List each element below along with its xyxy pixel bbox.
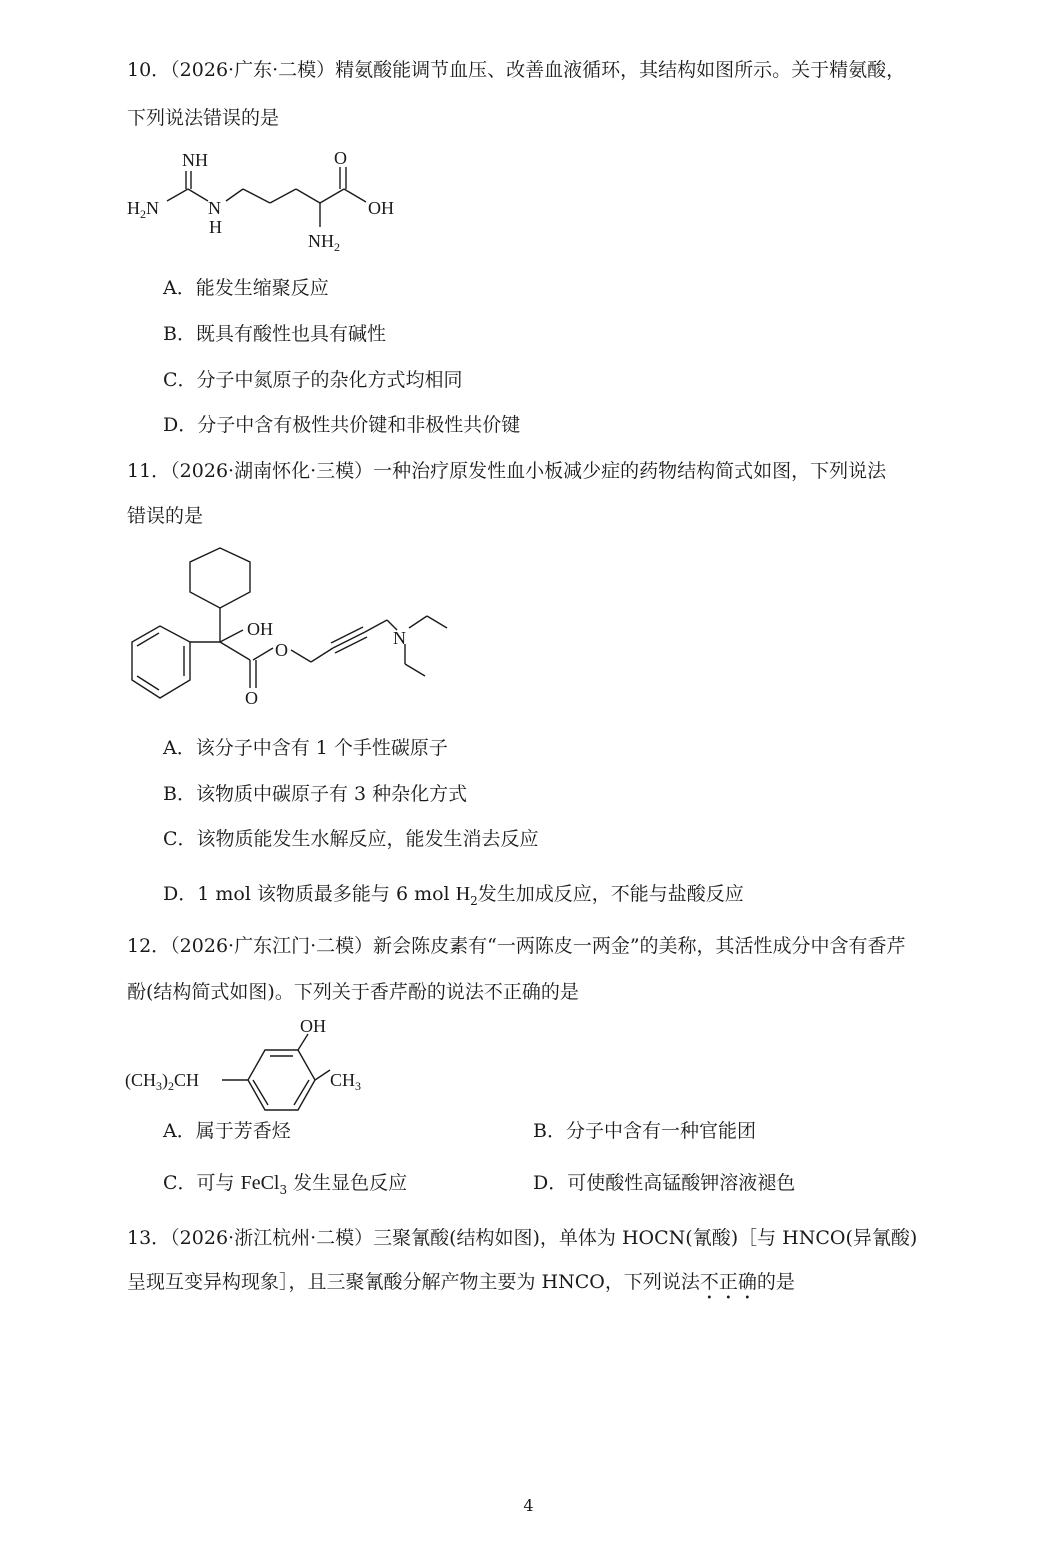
q10-stem-line1: 10．（2026·广东·二模）精氨酸能调节血压、改善血液循环，其结构如图所示。关于精氨酸， bbox=[127, 59, 906, 81]
q11-stem-line2: 错误的是 bbox=[127, 505, 204, 527]
q11-drug-structure bbox=[125, 540, 455, 720]
q10-option-d: D．分子中含有极性共价键和非极性共价键 bbox=[163, 414, 521, 436]
q10-label-oh: OH bbox=[368, 198, 394, 218]
svg-text:H2N: $H_2N$ bbox=[127, 198, 159, 221]
q12-stem-line1: 12．（2026·广东江门·二模）新会陈皮素有“一两陈皮一两金”的美称，其活性成分中含有香芹 bbox=[127, 935, 906, 957]
q11-option-c: C．该物质能发生水解反应，能发生消去反应 bbox=[163, 828, 539, 850]
q11-label-oh: OH bbox=[247, 619, 273, 639]
q11-option-a: A．该分子中含有 1 个手性碳原子 bbox=[163, 737, 448, 759]
q10-label-nh2: $NH_2$ bbox=[308, 231, 340, 254]
page-number: 4 bbox=[523, 1496, 534, 1515]
q12-label-oh: OH bbox=[300, 1016, 326, 1036]
q12-stem-line2: 酚(结构简式如图)。下列关于香芹酚的说法不正确的是 bbox=[127, 981, 579, 1003]
q10-label-nh: NH bbox=[182, 150, 208, 170]
q10-label-h: H bbox=[209, 217, 222, 237]
q10-option-c: C．分子中氮原子的杂化方式均相同 bbox=[163, 369, 463, 391]
q10-option-b: B．既具有酸性也具有碱性 bbox=[163, 323, 386, 345]
q10-label-o: O bbox=[334, 148, 347, 168]
q10-arginine-structure bbox=[120, 145, 420, 260]
q12-option-b: B．分子中含有一种官能团 bbox=[533, 1120, 756, 1142]
q11-label-o-ester: O bbox=[275, 640, 288, 660]
q13-stem-line2: 呈现互变异构现象］，且三聚氰酸分解产物主要为 HNCO，下列说法不正确的是 bbox=[127, 1271, 795, 1293]
q11-option-d: D．1 mol 该物质最多能与 6 mol $H_2$发生加成反应，不能与盐酸反应 bbox=[163, 883, 744, 908]
q12-label-isopropyl: $(CH_3)_2CH$ bbox=[125, 1070, 200, 1093]
q10-option-a: A．能发生缩聚反应 bbox=[163, 277, 329, 299]
q12-label-ch3: $CH_3$ bbox=[330, 1070, 362, 1093]
q12-option-a: A．属于芳香烃 bbox=[163, 1120, 291, 1142]
q13-stem-line1: 13．（2026·浙江杭州·二模）三聚氰酸(结构如图)，单体为 HOCN(氰酸)［与 HNCO(异氰酸) bbox=[127, 1227, 918, 1249]
q11-label-n: N bbox=[393, 628, 406, 648]
q12-option-c: C．可与 FeCl$_3$ 发生显色反应 bbox=[163, 1172, 408, 1197]
q11-label-o-carbonyl: O bbox=[245, 688, 258, 708]
q12-carvacrol-structure bbox=[122, 1010, 382, 1115]
q13-emphasis-not-correct: 不正确 bbox=[699, 1271, 757, 1293]
q11-stem-line1: 11．（2026·湖南怀化·三模）一种治疗原发性血小板减少症的药物结构简式如图，下列说法 bbox=[127, 460, 887, 482]
q10-label-n: N bbox=[208, 198, 221, 218]
q12-option-d: D．可使酸性高锰酸钾溶液褪色 bbox=[533, 1172, 796, 1194]
q11-option-b: B．该物质中碳原子有 3 种杂化方式 bbox=[163, 783, 468, 805]
q10-stem-line2: 下列说法错误的是 bbox=[127, 107, 280, 129]
